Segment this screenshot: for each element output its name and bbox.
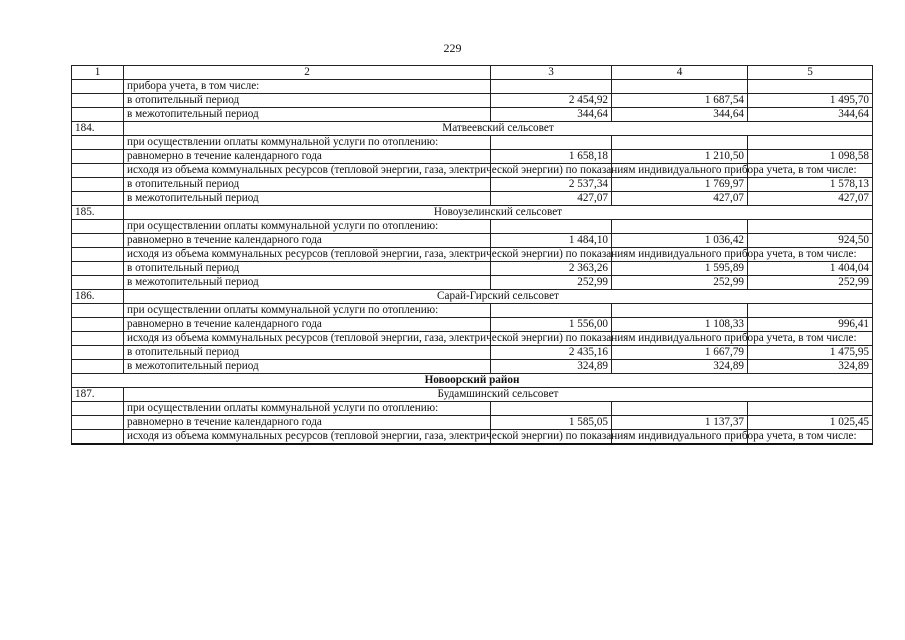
table-row [72,108,873,122]
value-col-4: 1 108,33 [612,318,748,332]
section-title: Матвеевский сельсовет [124,122,873,136]
value-col-4: 252,99 [612,276,748,290]
value-col-5: 1 404,04 [748,262,873,276]
header-col-5: 5 [748,66,873,80]
section-number: 184. [72,122,124,136]
value-col-5: 252,99 [748,276,873,290]
row-description: исходя из объема коммунальных ресурсов (тепловой энергии, газа, электрической энергии) по показаниям индивидуального прибора учета, в том числе: [124,430,491,445]
value-col-3: 2 454,92 [491,94,612,108]
table-row [72,192,873,206]
table-row [72,94,873,108]
value-col-5 [748,136,873,150]
row-number-cell [72,178,124,192]
table-row [72,234,873,248]
value-col-5: 1 495,70 [748,94,873,108]
value-col-3: 2 537,34 [491,178,612,192]
value-col-3 [491,80,612,94]
value-col-3 [491,402,612,416]
value-col-5: 324,89 [748,360,873,374]
value-col-3: 344,64 [491,108,612,122]
row-description: в межотопительный период [124,360,491,374]
value-col-5 [748,304,873,318]
value-col-3: 324,89 [491,360,612,374]
row-number-cell [72,416,124,430]
row-number-cell [72,304,124,318]
table-header-row [72,66,873,80]
value-col-5: 924,50 [748,234,873,248]
row-description: прибора учета, в том числе: [124,80,491,94]
table-row [72,136,873,150]
section-row [72,290,873,304]
row-description: исходя из объема коммунальных ресурсов (тепловой энергии, газа, электрической энергии) по показаниям индивидуального прибора учета, в том числе: [124,248,491,262]
value-col-3 [491,220,612,234]
value-col-3: 427,07 [491,192,612,206]
value-col-5 [748,220,873,234]
row-description: при осуществлении оплаты коммунальной услуги по отоплению: [124,220,491,234]
value-col-5 [748,80,873,94]
row-number-cell [72,94,124,108]
table-row [72,178,873,192]
value-col-5: 1 475,95 [748,346,873,360]
table-row [72,262,873,276]
value-col-3: 1 658,18 [491,150,612,164]
value-col-5: 1 025,45 [748,416,873,430]
table-row [72,318,873,332]
row-number-cell [72,360,124,374]
value-col-4: 344,64 [612,108,748,122]
row-number-cell [72,248,124,262]
value-col-3: 1 556,00 [491,318,612,332]
row-description: при осуществлении оплаты коммунальной услуги по отоплению: [124,136,491,150]
value-col-3: 1 585,05 [491,416,612,430]
row-number-cell [72,136,124,150]
value-col-5: 996,41 [748,318,873,332]
row-number-cell [72,80,124,94]
header-col-4: 4 [612,66,748,80]
value-col-3: 1 484,10 [491,234,612,248]
table-row [72,220,873,234]
row-number-cell [72,220,124,234]
tariff-table [71,65,873,445]
value-col-4 [612,80,748,94]
table-row [72,80,873,94]
row-description: в отопительный период [124,346,491,360]
row-number-cell [72,318,124,332]
row-number-cell [72,262,124,276]
row-number-cell [72,150,124,164]
value-col-5: 427,07 [748,192,873,206]
row-number-cell [72,430,124,445]
value-col-4: 1 036,42 [612,234,748,248]
header-col-1: 1 [72,66,124,80]
row-description: равномерно в течение календарного года [124,416,491,430]
table-row [72,346,873,360]
section-row [72,206,873,220]
value-col-4 [612,304,748,318]
tariff-table-body [72,66,873,445]
value-col-4: 1 210,50 [612,150,748,164]
table-row [72,276,873,290]
district-row [72,374,873,388]
section-number: 185. [72,206,124,220]
value-col-4: 1 137,37 [612,416,748,430]
section-row [72,388,873,402]
row-number-cell [72,234,124,248]
value-col-4: 324,89 [612,360,748,374]
value-col-3: 2 435,16 [491,346,612,360]
table-row [72,430,873,445]
table-row [72,304,873,318]
row-description: равномерно в течение календарного года [124,318,491,332]
row-description: исходя из объема коммунальных ресурсов (тепловой энергии, газа, электрической энергии) по показаниям индивидуального прибора учета, в том числе: [124,164,491,178]
value-col-5: 344,64 [748,108,873,122]
value-col-4: 1 667,79 [612,346,748,360]
row-description: при осуществлении оплаты коммунальной услуги по отоплению: [124,402,491,416]
row-description: в отопительный период [124,94,491,108]
value-col-4 [612,402,748,416]
district-title: Новоорский район [72,374,873,388]
value-col-3: 252,99 [491,276,612,290]
value-col-4: 1 687,54 [612,94,748,108]
value-col-4: 1 595,89 [612,262,748,276]
value-col-5: 1 578,13 [748,178,873,192]
row-description: в межотопительный период [124,192,491,206]
table-row [72,416,873,430]
row-number-cell [72,192,124,206]
row-description: в отопительный период [124,262,491,276]
value-col-4 [612,136,748,150]
table-row [72,402,873,416]
table-row [72,332,873,346]
section-row [72,122,873,136]
table-row [72,360,873,374]
row-number-cell [72,108,124,122]
table-row [72,150,873,164]
table-row [72,164,873,178]
row-number-cell [72,276,124,290]
row-description: в межотопительный период [124,108,491,122]
row-description: в межотопительный период [124,276,491,290]
value-col-3 [491,304,612,318]
value-col-5 [748,402,873,416]
table-row [72,248,873,262]
section-title: Новоузелинский сельсовет [124,206,873,220]
section-title: Будамшинский сельсовет [124,388,873,402]
row-description: равномерно в течение календарного года [124,234,491,248]
value-col-4 [612,220,748,234]
row-description: исходя из объема коммунальных ресурсов (тепловой энергии, газа, электрической энергии) по показаниям индивидуального прибора учета, в том числе: [124,332,491,346]
row-description: равномерно в течение календарного года [124,150,491,164]
row-description: при осуществлении оплаты коммунальной услуги по отоплению: [124,304,491,318]
header-col-3: 3 [491,66,612,80]
page-number: 229 [443,41,462,55]
value-col-3: 2 363,26 [491,262,612,276]
row-description: в отопительный период [124,178,491,192]
section-title: Сарай-Гирский сельсовет [124,290,873,304]
section-number: 187. [72,388,124,402]
row-number-cell [72,402,124,416]
value-col-4: 1 769,97 [612,178,748,192]
row-number-cell [72,332,124,346]
value-col-4: 427,07 [612,192,748,206]
value-col-3 [491,136,612,150]
section-number: 186. [72,290,124,304]
value-col-5: 1 098,58 [748,150,873,164]
header-col-2: 2 [124,66,491,80]
row-number-cell [72,346,124,360]
row-number-cell [72,164,124,178]
